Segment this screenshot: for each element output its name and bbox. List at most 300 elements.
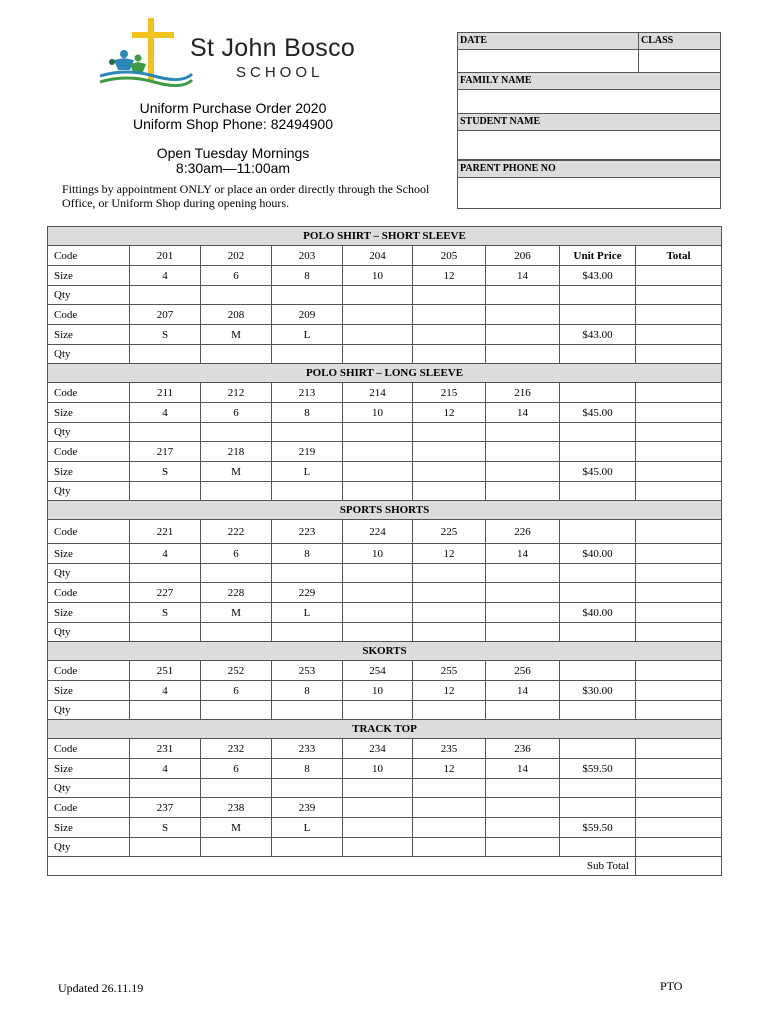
size-value [343, 462, 413, 482]
size-value: 4 [130, 759, 201, 779]
price-cell-empty [560, 798, 636, 818]
product-code: 226 [486, 520, 560, 544]
product-code: 238 [201, 798, 272, 818]
total-cell[interactable] [636, 325, 722, 345]
qty-label: Qty [48, 838, 130, 857]
price-cell-empty [560, 564, 636, 583]
size-row [48, 759, 722, 779]
size-value: 6 [201, 759, 272, 779]
qty-input[interactable] [343, 623, 413, 642]
qty-input[interactable] [486, 286, 560, 305]
qty-input[interactable] [272, 345, 343, 364]
product-code: 224 [343, 520, 413, 544]
total-cell[interactable] [636, 623, 722, 642]
product-code [413, 442, 486, 462]
qty-input[interactable] [272, 838, 343, 857]
size-value: L [272, 603, 343, 623]
code-row [48, 520, 722, 544]
product-code [486, 305, 560, 325]
total-header: Total [636, 246, 722, 266]
total-cell[interactable] [636, 383, 722, 403]
unit-price-header: Unit Price [560, 246, 636, 266]
size-value [343, 818, 413, 838]
size-row [48, 544, 722, 564]
qty-input[interactable] [486, 701, 560, 720]
code-label: Code [48, 798, 130, 818]
subtotal-field[interactable] [636, 857, 722, 876]
size-value: M [201, 462, 272, 482]
product-code: 215 [413, 383, 486, 403]
family-name-label: FAMILY NAME [457, 72, 721, 90]
product-code [343, 442, 413, 462]
size-value: S [130, 325, 201, 345]
unit-price: $43.00 [560, 325, 636, 345]
size-value: S [130, 462, 201, 482]
total-cell[interactable] [636, 423, 722, 442]
qty-input[interactable] [343, 701, 413, 720]
total-cell[interactable] [636, 266, 722, 286]
size-value: S [130, 818, 201, 838]
total-cell[interactable] [636, 286, 722, 305]
class-field[interactable] [638, 49, 721, 73]
product-code: 237 [130, 798, 201, 818]
open-hours: 8:30am—11:00am [175, 160, 291, 176]
total-cell[interactable] [636, 462, 722, 482]
order-table [47, 226, 722, 876]
size-value: 12 [413, 759, 486, 779]
qty-input[interactable] [343, 838, 413, 857]
product-code: 232 [201, 739, 272, 759]
qty-input[interactable] [343, 423, 413, 442]
size-value [413, 462, 486, 482]
open-days: Open Tuesday Mornings [156, 145, 310, 161]
size-value: S [130, 603, 201, 623]
qty-input[interactable] [343, 482, 413, 501]
qty-input[interactable] [343, 564, 413, 583]
size-value [486, 818, 560, 838]
qty-input[interactable] [130, 701, 201, 720]
qty-input[interactable] [130, 779, 201, 798]
size-value [486, 462, 560, 482]
unit-price: $45.00 [560, 403, 636, 423]
size-value: L [272, 325, 343, 345]
qty-input[interactable] [413, 623, 486, 642]
qty-input[interactable] [201, 345, 272, 364]
product-code: 213 [272, 383, 343, 403]
product-code: 231 [130, 739, 201, 759]
product-code [343, 583, 413, 603]
price-cell-empty [560, 779, 636, 798]
product-code: 209 [272, 305, 343, 325]
size-value [343, 325, 413, 345]
code-row [48, 583, 722, 603]
product-code: 217 [130, 442, 201, 462]
qty-input[interactable] [272, 482, 343, 501]
size-value: 12 [413, 681, 486, 701]
total-cell[interactable] [636, 403, 722, 423]
qty-input[interactable] [272, 623, 343, 642]
size-row [48, 403, 722, 423]
size-label: Size [48, 403, 130, 423]
product-code [486, 583, 560, 603]
total-cell[interactable] [636, 583, 722, 603]
product-code [343, 305, 413, 325]
total-cell[interactable] [636, 345, 722, 364]
shop-phone: Uniform Shop Phone: 82494900 [132, 116, 334, 132]
price-cell-empty [560, 583, 636, 603]
size-value: 10 [343, 544, 413, 564]
price-cell-empty [560, 442, 636, 462]
size-value [413, 603, 486, 623]
size-value: 4 [130, 266, 201, 286]
code-label: Code [48, 383, 130, 403]
qty-input[interactable] [201, 623, 272, 642]
total-cell[interactable] [636, 544, 722, 564]
product-code: 254 [343, 661, 413, 681]
section-title: POLO SHIRT – SHORT SLEEVE [48, 227, 722, 246]
qty-row [48, 423, 722, 442]
qty-row [48, 345, 722, 364]
student-name-label: STUDENT NAME [457, 113, 721, 131]
size-row [48, 681, 722, 701]
qty-input[interactable] [343, 286, 413, 305]
size-value: 8 [272, 403, 343, 423]
qty-row [48, 286, 722, 305]
size-label: Size [48, 325, 130, 345]
size-label: Size [48, 462, 130, 482]
product-code: 201 [130, 246, 201, 266]
qty-input[interactable] [343, 345, 413, 364]
size-value: 10 [343, 403, 413, 423]
code-row [48, 442, 722, 462]
product-code: 203 [272, 246, 343, 266]
total-cell[interactable] [636, 701, 722, 720]
qty-input[interactable] [486, 482, 560, 501]
size-row [48, 325, 722, 345]
size-value: M [201, 818, 272, 838]
qty-input[interactable] [486, 564, 560, 583]
unit-price: $59.50 [560, 759, 636, 779]
class-label: CLASS [638, 32, 721, 50]
size-value: 4 [130, 681, 201, 701]
size-label: Size [48, 603, 130, 623]
school-logo [96, 14, 386, 92]
product-code: 233 [272, 739, 343, 759]
code-label: Code [48, 520, 130, 544]
size-value: 8 [272, 544, 343, 564]
size-value: 4 [130, 403, 201, 423]
product-code: 212 [201, 383, 272, 403]
size-row [48, 266, 722, 286]
code-label: Code [48, 442, 130, 462]
size-value: 10 [343, 759, 413, 779]
qty-input[interactable] [201, 838, 272, 857]
date-label: DATE [457, 32, 639, 50]
product-code [413, 583, 486, 603]
unit-price: $40.00 [560, 603, 636, 623]
qty-input[interactable] [130, 345, 201, 364]
product-code [413, 798, 486, 818]
product-code: 234 [343, 739, 413, 759]
qty-input[interactable] [413, 779, 486, 798]
qty-row [48, 701, 722, 720]
product-code [413, 305, 486, 325]
date-field[interactable] [457, 49, 639, 73]
size-value [343, 603, 413, 623]
qty-input[interactable] [201, 286, 272, 305]
section-title: TRACK TOP [48, 720, 722, 739]
qty-label: Qty [48, 423, 130, 442]
qty-input[interactable] [413, 701, 486, 720]
total-cell[interactable] [636, 838, 722, 857]
total-cell[interactable] [636, 661, 722, 681]
size-value: 6 [201, 681, 272, 701]
product-code: 229 [272, 583, 343, 603]
total-cell[interactable] [636, 305, 722, 325]
qty-input[interactable] [201, 701, 272, 720]
qty-input[interactable] [201, 564, 272, 583]
size-value: M [201, 603, 272, 623]
size-value: 14 [486, 266, 560, 286]
qty-input[interactable] [130, 623, 201, 642]
qty-input[interactable] [486, 779, 560, 798]
qty-input[interactable] [130, 482, 201, 501]
qty-label: Qty [48, 482, 130, 501]
price-cell-empty [560, 286, 636, 305]
qty-row [48, 623, 722, 642]
size-value: 10 [343, 681, 413, 701]
qty-input[interactable] [343, 779, 413, 798]
qty-input[interactable] [272, 423, 343, 442]
size-value [413, 325, 486, 345]
subtotal-label: Sub Total [48, 857, 636, 876]
size-value: 14 [486, 403, 560, 423]
unit-price: $30.00 [560, 681, 636, 701]
qty-input[interactable] [413, 286, 486, 305]
school-subtitle: SCHOOL [236, 64, 324, 81]
qty-input[interactable] [272, 701, 343, 720]
code-row [48, 739, 722, 759]
size-row [48, 603, 722, 623]
parent-phone-field[interactable] [457, 177, 721, 209]
product-code: 255 [413, 661, 486, 681]
product-code: 207 [130, 305, 201, 325]
size-label: Size [48, 681, 130, 701]
price-cell-empty [560, 482, 636, 501]
total-cell[interactable] [636, 603, 722, 623]
product-code: 206 [486, 246, 560, 266]
unit-price: $59.50 [560, 818, 636, 838]
qty-label: Qty [48, 564, 130, 583]
size-value [486, 603, 560, 623]
qty-input[interactable] [413, 564, 486, 583]
qty-input[interactable] [486, 623, 560, 642]
qty-input[interactable] [272, 779, 343, 798]
section-header [48, 227, 722, 246]
size-value: 8 [272, 759, 343, 779]
total-cell[interactable] [636, 442, 722, 462]
product-code [486, 798, 560, 818]
qty-input[interactable] [130, 423, 201, 442]
product-code [343, 798, 413, 818]
size-value: 12 [413, 403, 486, 423]
product-code: 239 [272, 798, 343, 818]
price-cell-empty [560, 838, 636, 857]
size-value: 8 [272, 681, 343, 701]
total-cell[interactable] [636, 759, 722, 779]
product-code: 223 [272, 520, 343, 544]
subtotal-row [48, 857, 722, 876]
size-value: 14 [486, 681, 560, 701]
qty-input[interactable] [413, 482, 486, 501]
size-value: L [272, 818, 343, 838]
qty-row [48, 564, 722, 583]
family-name-field[interactable] [457, 89, 721, 114]
updated-date: Updated 26.11.19 [58, 981, 144, 995]
qty-input[interactable] [130, 838, 201, 857]
code-row [48, 798, 722, 818]
total-cell[interactable] [636, 482, 722, 501]
fittings-note: Fittings by appointment ONLY or place an order directly through the School Office, or Uniform Shop during opening hours. [62, 182, 430, 210]
section-header [48, 501, 722, 520]
section-title: POLO SHIRT – LONG SLEEVE [48, 364, 722, 383]
size-value: 14 [486, 759, 560, 779]
product-code: 202 [201, 246, 272, 266]
size-label: Size [48, 818, 130, 838]
price-cell-empty [560, 383, 636, 403]
product-code: 211 [130, 383, 201, 403]
size-value: 14 [486, 544, 560, 564]
section-title: SKORTS [48, 642, 722, 661]
section-header [48, 364, 722, 383]
size-value: 8 [272, 266, 343, 286]
code-label: Code [48, 583, 130, 603]
size-value [486, 325, 560, 345]
school-name: St John Bosco [190, 34, 356, 62]
price-cell-empty [560, 345, 636, 364]
total-cell[interactable] [636, 798, 722, 818]
product-code: 253 [272, 661, 343, 681]
size-row [48, 462, 722, 482]
price-cell-empty [560, 520, 636, 544]
qty-input[interactable] [130, 286, 201, 305]
price-cell-empty [560, 739, 636, 759]
product-code: 228 [201, 583, 272, 603]
code-label: Code [48, 305, 130, 325]
qty-label: Qty [48, 345, 130, 364]
qty-input[interactable] [201, 482, 272, 501]
total-cell[interactable] [636, 564, 722, 583]
product-code: 221 [130, 520, 201, 544]
price-cell-empty [560, 661, 636, 681]
qty-input[interactable] [486, 423, 560, 442]
size-label: Size [48, 266, 130, 286]
size-label: Size [48, 544, 130, 564]
product-code: 225 [413, 520, 486, 544]
size-value: L [272, 462, 343, 482]
unit-price: $45.00 [560, 462, 636, 482]
product-code: 219 [272, 442, 343, 462]
product-code: 216 [486, 383, 560, 403]
code-row [48, 246, 722, 266]
price-cell-empty [560, 305, 636, 325]
price-cell-empty [560, 623, 636, 642]
size-value: 10 [343, 266, 413, 286]
qty-input[interactable] [486, 345, 560, 364]
price-cell-empty [560, 423, 636, 442]
size-row [48, 818, 722, 838]
product-code: 256 [486, 661, 560, 681]
product-code: 252 [201, 661, 272, 681]
total-cell[interactable] [636, 520, 722, 544]
qty-input[interactable] [413, 423, 486, 442]
qty-input[interactable] [201, 779, 272, 798]
qty-input[interactable] [201, 423, 272, 442]
qty-input[interactable] [272, 286, 343, 305]
size-label: Size [48, 759, 130, 779]
code-label: Code [48, 246, 130, 266]
school-crest-icon [96, 14, 196, 92]
qty-label: Qty [48, 286, 130, 305]
price-cell-empty [560, 701, 636, 720]
product-code: 222 [201, 520, 272, 544]
code-label: Code [48, 739, 130, 759]
qty-input[interactable] [413, 838, 486, 857]
product-code: 204 [343, 246, 413, 266]
size-value: 4 [130, 544, 201, 564]
total-cell[interactable] [636, 681, 722, 701]
parent-phone-label: PARENT PHONE NO [457, 160, 721, 178]
total-cell[interactable] [636, 779, 722, 798]
section-header [48, 642, 722, 661]
qty-row [48, 482, 722, 501]
size-value: 6 [201, 544, 272, 564]
size-value: 6 [201, 403, 272, 423]
qty-row [48, 838, 722, 857]
qty-label: Qty [48, 701, 130, 720]
student-name-field[interactable] [457, 130, 721, 160]
qty-label: Qty [48, 779, 130, 798]
form-title: Uniform Purchase Order 2020 [139, 100, 327, 116]
product-code: 208 [201, 305, 272, 325]
qty-input[interactable] [413, 345, 486, 364]
unit-price: $40.00 [560, 544, 636, 564]
section-header [48, 720, 722, 739]
product-code: 251 [130, 661, 201, 681]
product-code: 227 [130, 583, 201, 603]
qty-row [48, 779, 722, 798]
code-label: Code [48, 661, 130, 681]
section-title: SPORTS SHORTS [48, 501, 722, 520]
total-cell[interactable] [636, 739, 722, 759]
qty-label: Qty [48, 623, 130, 642]
product-code: 235 [413, 739, 486, 759]
product-code: 236 [486, 739, 560, 759]
size-value: 12 [413, 266, 486, 286]
total-cell[interactable] [636, 818, 722, 838]
code-row [48, 305, 722, 325]
size-value: 6 [201, 266, 272, 286]
product-code: 214 [343, 383, 413, 403]
qty-input[interactable] [486, 838, 560, 857]
size-value [413, 818, 486, 838]
qty-input[interactable] [272, 564, 343, 583]
pto-note: PTO [660, 979, 683, 993]
product-code: 218 [201, 442, 272, 462]
code-row [48, 661, 722, 681]
qty-input[interactable] [130, 564, 201, 583]
size-value: 12 [413, 544, 486, 564]
